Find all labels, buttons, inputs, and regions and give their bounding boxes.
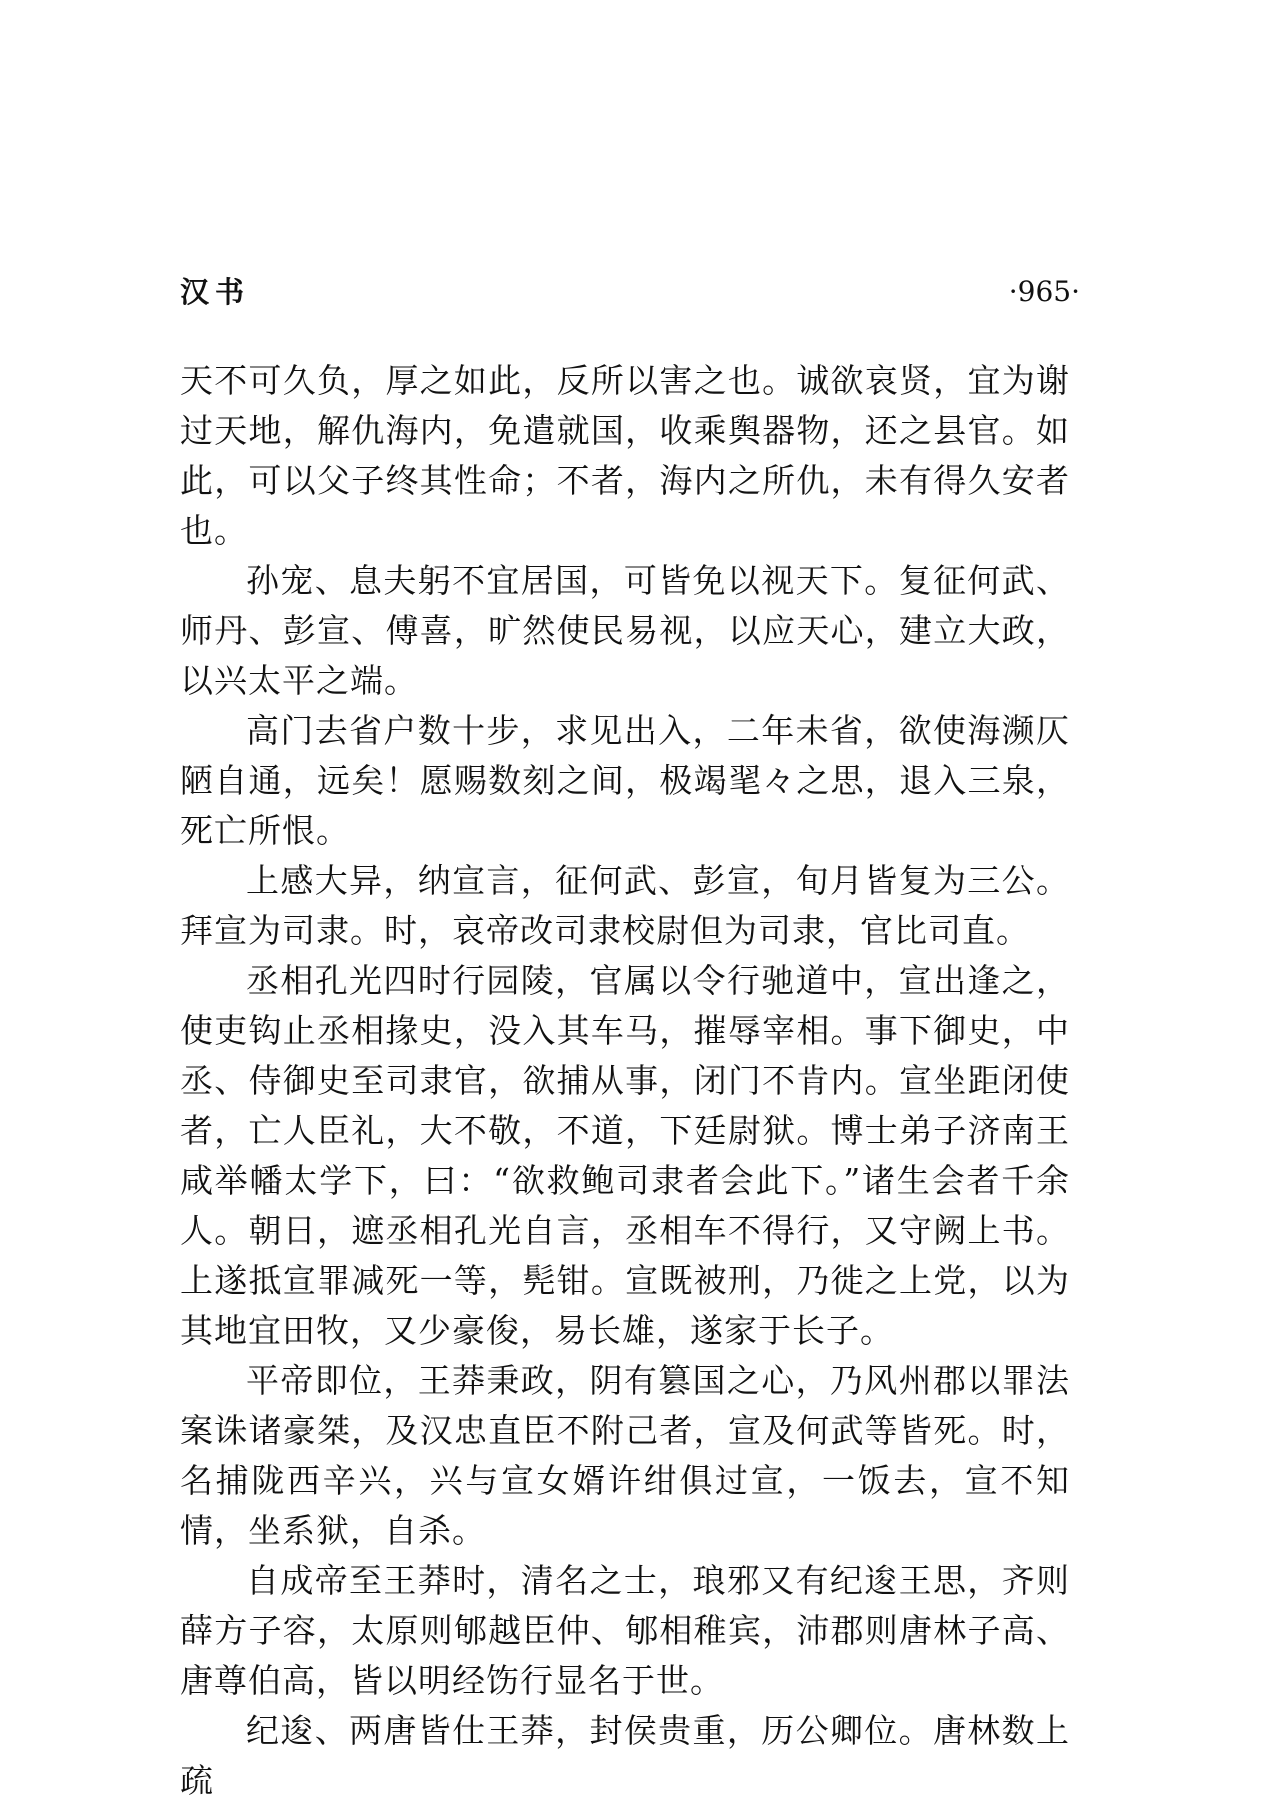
- paragraph-5: 丞相孔光四时行园陵，官属以令行驰道中，宣出逢之，使吏钩止丞相掾史，没入其车马，摧辱宰相。事下御史，中丞、侍御史至司隶官，欲捕从事，闭门不肯内。宣坐距闭使者，亡人臣礼，大不敬，不道，下廷尉狱。博士弟子济南王咸举幡太学下，曰：“欲救鲍司隶者会此下。”诸生会者千余人。朝日，遮丞相孔光自言，丞相车不得行，又守阙上书。上遂抵宣罪减死一等，髡钳。宣既被刑，乃徙之上党，以为其地宜田牧，又少豪俊，易长雄，遂家于长子。: [180, 961, 1070, 1350]
- paragraph-3: 高门去省户数十步，求见出入，二年未省，欲使海濒仄陋自通，远矣！愿赐数刻之间，极竭毣々之思，退入三泉，死亡所恨。: [180, 711, 1070, 850]
- book-title: 汉书: [180, 275, 251, 309]
- paragraph-6: 平帝即位，王莽秉政，阴有篡国之心，乃风州郡以罪法案诛诸豪桀，及汉忠直臣不附己者，宣及何武等皆死。时，名捕陇西辛兴，兴与宣女婿许绀俱过宣，一饭去，宣不知情，坐系狱，自杀。: [180, 1361, 1070, 1550]
- paragraph-2: 孙宠、息夫躬不宜居国，可皆免以视天下。复征何武、师丹、彭宣、傅喜，旷然使民易视，以应天心，建立大政，以兴太平之端。: [180, 561, 1070, 700]
- paragraph-1: 天不可久负，厚之如此，反所以害之也。诚欲哀贤，宜为谢过天地，解仇海内，免遣就国，收乘舆器物，还之县官。如此，可以父子终其性命；不者，海内之所仇，未有得久安者也。: [180, 361, 1070, 550]
- paragraph-8: 纪逡、两唐皆仕王莽，封侯贵重，历公卿位。唐林数上疏: [180, 1711, 1070, 1800]
- paragraph-7: 自成帝至王莽时，清名之士，琅邪又有纪逡王思，齐则薛方子容，太原则郇越臣仲、郇相稚宾，沛郡则唐林子高、唐尊伯高，皆以明经饬行显名于世。: [180, 1561, 1070, 1700]
- page-number: ·965·: [1008, 275, 1080, 308]
- paragraph-4: 上感大异，纳宣言，征何武、彭宣，旬月皆复为三公。拜宣为司隶。时，哀帝改司隶校尉但为司隶，官比司直。: [180, 861, 1070, 950]
- running-header: [180, 270, 1080, 314]
- body-text: [180, 356, 1070, 1806]
